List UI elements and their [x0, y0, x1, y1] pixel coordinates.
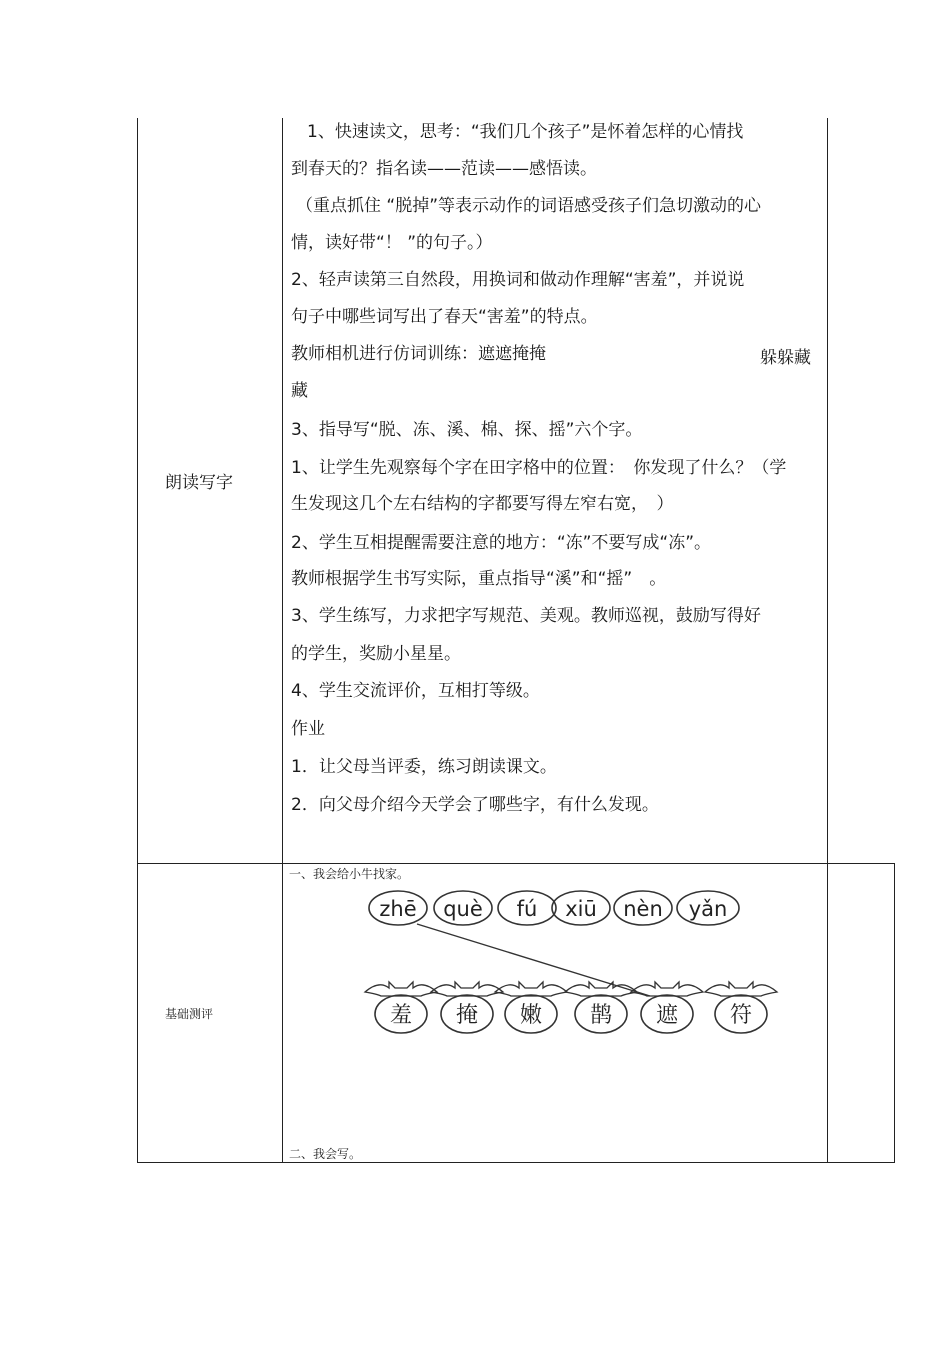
table-bottom-border	[137, 1162, 895, 1163]
pinyin-text: nèn	[623, 897, 663, 921]
text-line: 句子中哪些词写出了春天“害羞”的特点。	[291, 307, 598, 327]
pinyin-bubble	[369, 891, 427, 925]
text-line: 2、轻声读第三自然段，用换词和做动作理解“害羞”，并说说	[291, 270, 745, 290]
pinyin-bubble	[498, 891, 556, 925]
cow-head	[705, 982, 777, 1033]
text-line: （重点抓住 “脱掉”等表示动作的词语感受孩子们急切激动的心	[296, 196, 762, 216]
text-line: 生发现这几个左右结构的字都要写得左窄右宽， ）	[291, 494, 674, 514]
text-line: 情，读好带“！ ”的句子。）	[291, 233, 493, 253]
cow-char: 羞	[389, 1003, 413, 1028]
text-line: 1、快速读文，思考：“我们几个孩子”是怀着怎样的心情找	[307, 122, 744, 142]
pinyin-bubble	[434, 891, 492, 925]
cow-char: 符	[729, 1003, 753, 1028]
table-right-border	[894, 863, 895, 1163]
pinyin-bubble	[552, 891, 610, 925]
pinyin-text: yǎn	[688, 897, 728, 921]
text-line: 教师相机进行仿词训练：遮遮掩掩	[291, 344, 546, 364]
text-line: 4、学生交流评价，互相打等级。	[291, 681, 540, 701]
pinyin-text: zhē	[379, 897, 417, 921]
cow-char: 鹊	[589, 1003, 613, 1028]
pinyin-bubble	[614, 891, 672, 925]
cow-char: 嫩	[519, 1003, 543, 1028]
table-col-divider-1	[282, 118, 283, 1163]
match-line	[417, 924, 650, 996]
cow-char: 遮	[655, 1003, 679, 1028]
table-col-divider-2	[827, 118, 828, 1163]
pinyin-bubble	[677, 891, 739, 925]
pinyin-text: què	[443, 897, 483, 921]
text-line-right-word: 躲躲藏	[760, 348, 811, 368]
text-line: 3、学生练写，力求把字写规范、美观。教师巡视，鼓励写得好	[291, 606, 761, 626]
row-label-reading-writing: 朗读写字	[165, 473, 233, 493]
text-line: 藏	[291, 381, 308, 401]
text-line: 3、指导写“脱、冻、溪、棉、探、摇”六个字。	[291, 420, 643, 440]
cow-char: 掩	[455, 1003, 479, 1028]
text-line: 2、学生互相提醒需要注意的地方：“冻”不要写成“冻”。	[291, 533, 712, 553]
text-line: 教师根据学生书写实际，重点指导“溪”和“摇” 。	[291, 569, 667, 589]
row-label-basic-test: 基础测评	[165, 1007, 214, 1021]
cow-head	[631, 982, 703, 1033]
text-line: 到春天的？指名读——范读——感悟读。	[291, 159, 597, 179]
question-1-title: 一、我会给小牛找家。	[289, 867, 410, 881]
matching-exercise-figure	[355, 880, 785, 1060]
cow-head	[431, 982, 503, 1033]
text-line: 作业	[291, 719, 325, 739]
text-line: 1、让学生先观察每个字在田字格中的位置： 你发现了什么？（学	[291, 458, 787, 478]
text-line: 2．向父母介绍今天学会了哪些字，有什么发现。	[291, 795, 659, 815]
cow-head	[495, 982, 567, 1033]
text-line: 1．让父母当评委，练习朗读课文。	[291, 757, 557, 777]
question-2-title: 二、我会写。	[289, 1147, 362, 1161]
pinyin-text: fú	[516, 897, 538, 921]
table-left-border	[137, 118, 138, 1163]
text-line: 的学生，奖励小星星。	[291, 644, 461, 664]
table-row-divider	[137, 863, 895, 864]
cow-head	[365, 982, 437, 1033]
pinyin-text: xiū	[565, 897, 597, 921]
cow-head	[565, 982, 637, 1033]
